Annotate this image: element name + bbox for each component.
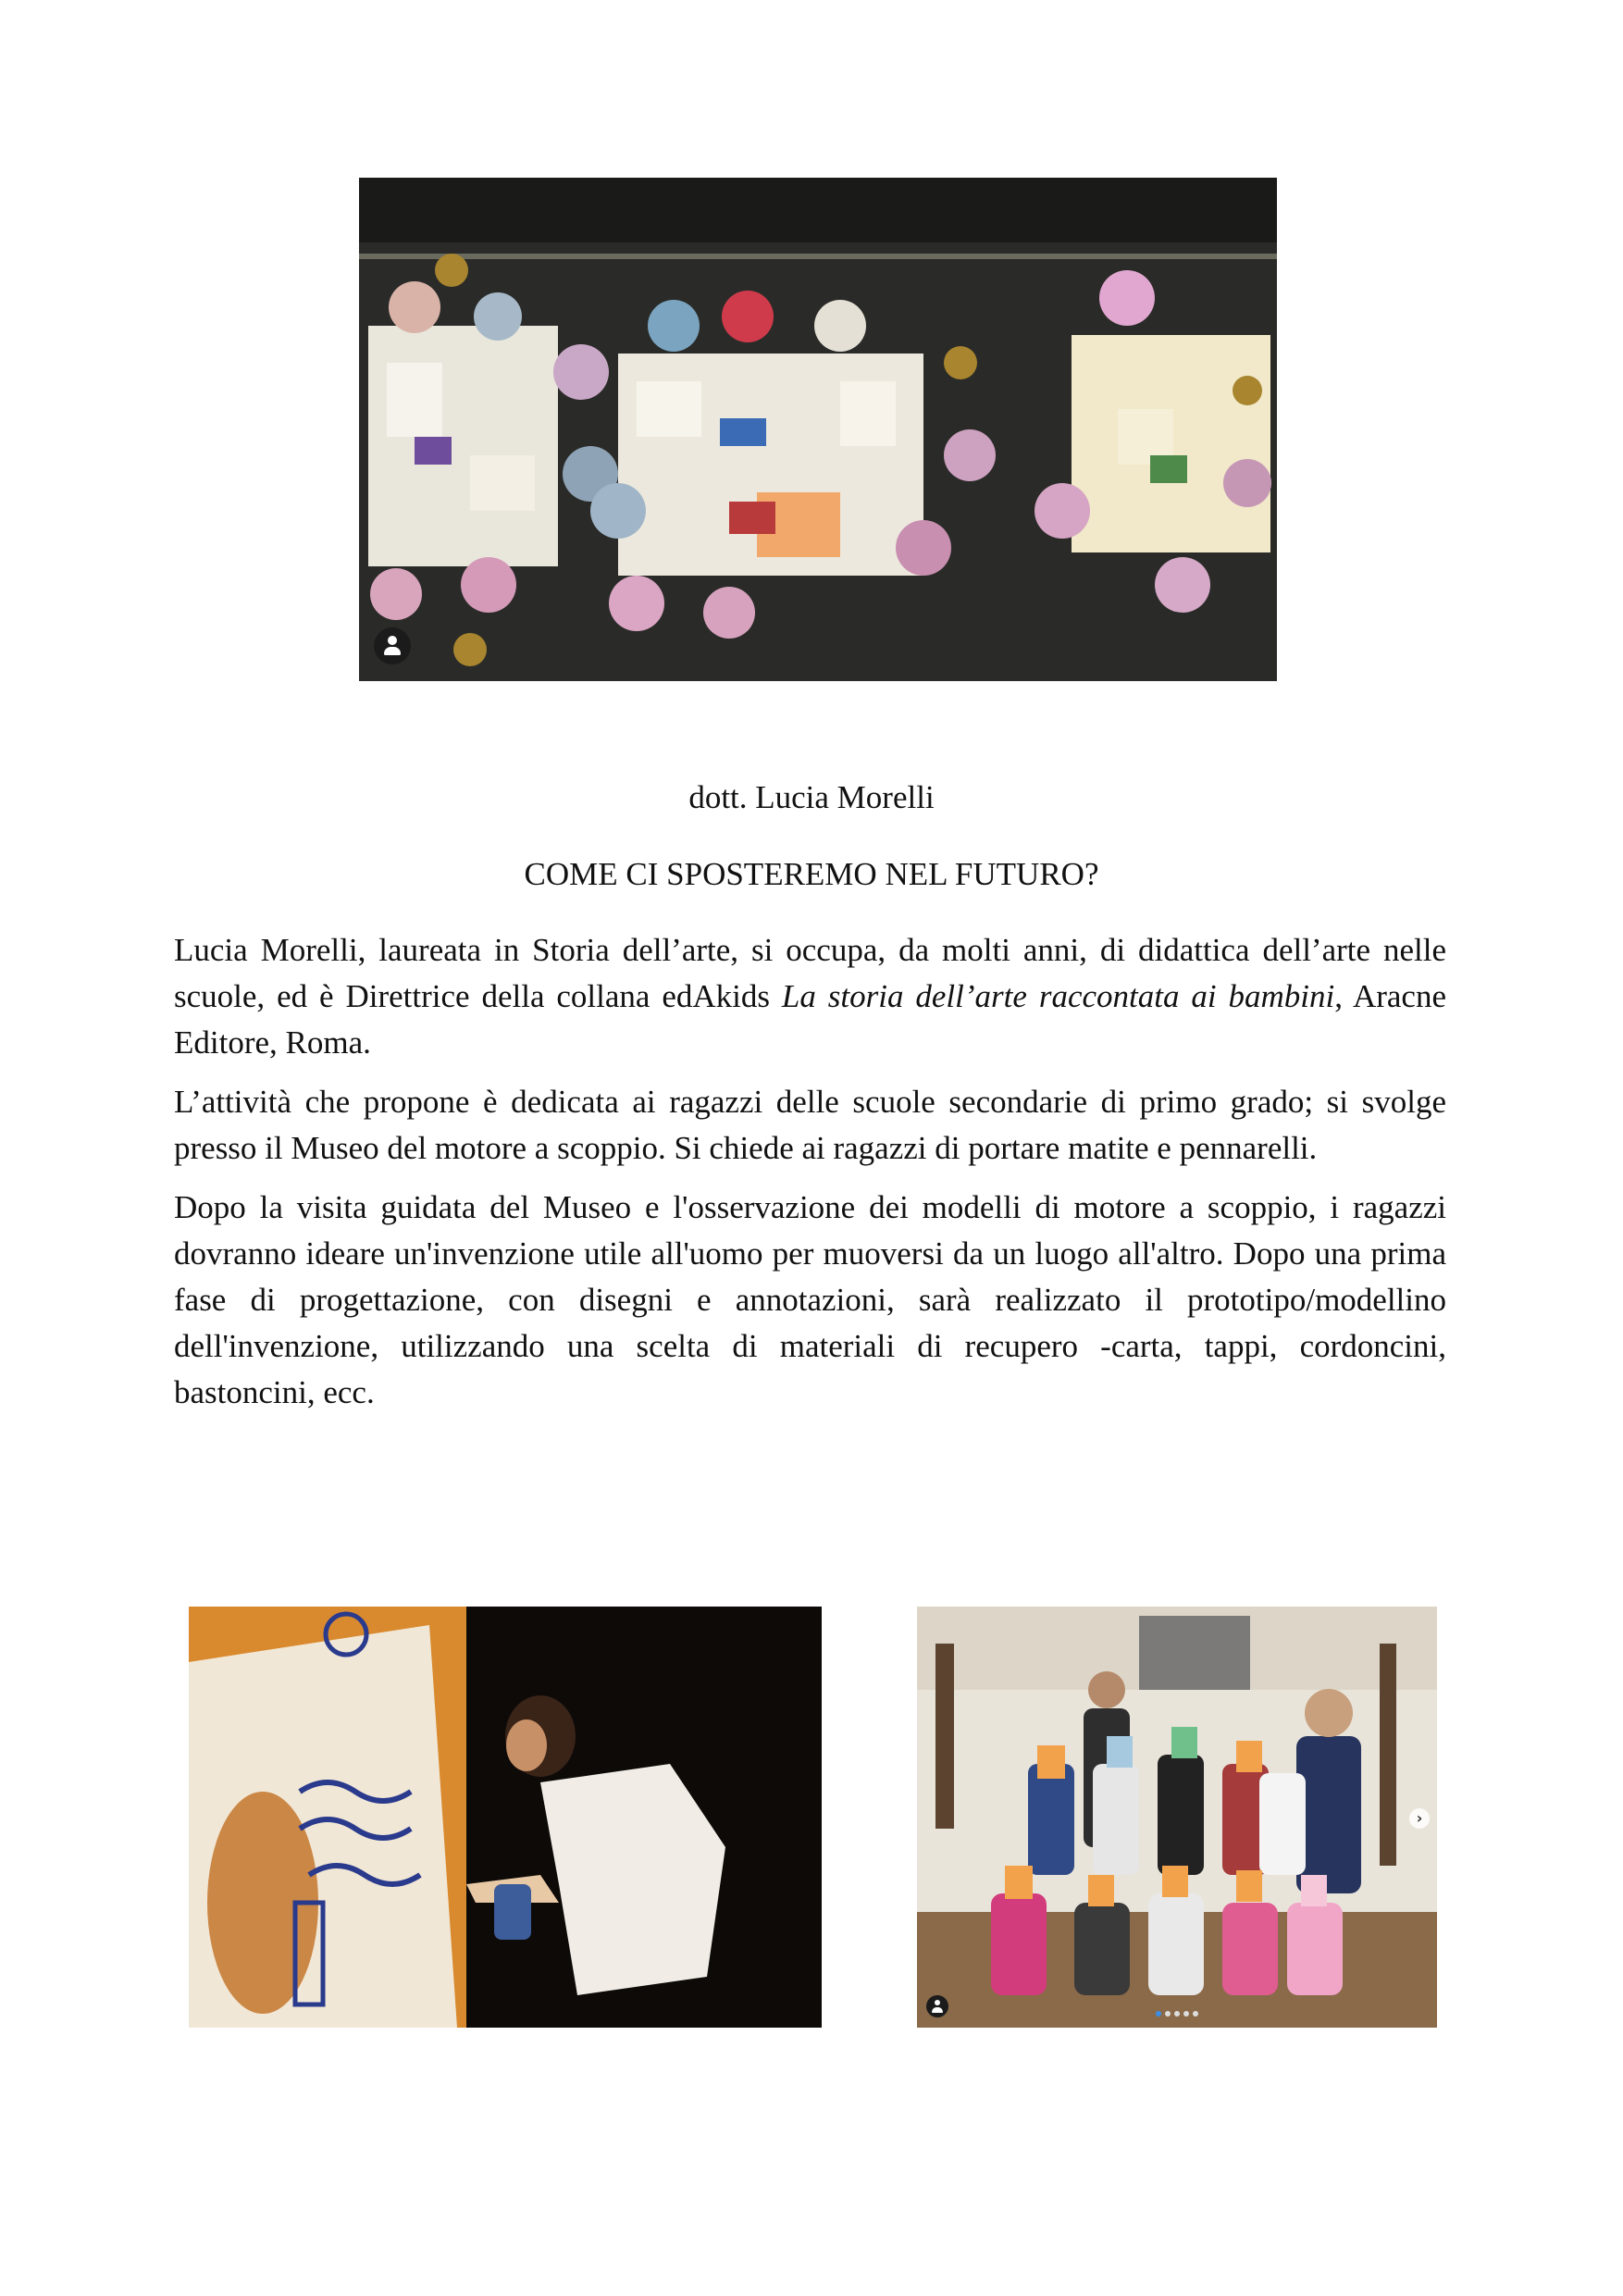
photo-artist-painting	[189, 1607, 822, 2028]
user-icon	[926, 1995, 948, 2017]
body-text	[174, 927, 1446, 1429]
photo-children-group-museum	[917, 1607, 1437, 2028]
paragraph-2: L’attività che propone è dedicata ai ragazzi delle scuole secondarie di primo grado; si svolge presso il Museo del motore a scoppio. Si chiede ai ragazzi di portare matite e pennarelli.	[174, 1084, 1446, 1166]
user-icon	[374, 627, 411, 664]
carousel-dots	[1156, 2010, 1200, 2017]
next-arrow-icon[interactable]: ›	[1409, 1808, 1430, 1829]
author-name: dott. Lucia Morelli	[688, 779, 935, 815]
page-title: COME CI SPOSTEREMO NEL FUTURO?	[524, 856, 1099, 892]
paragraph-3: Dopo la visita guidata del Museo e l'osservazione dei modelli di motore a scoppio, i ragazzi dovranno ideare un'invenzione utile all'uomo per muoversi da un luogo all'altro. Dopo una prima fase di progettazione, con disegni e annotazioni, sarà realizzato il prototipo/modellino dell'invenzione, utilizzando una scelta di materiali di recupero -carta, tappi, cordoncini, bastoncini, ecc.	[174, 1189, 1446, 1410]
photo-children-drawing-overhead	[359, 178, 1277, 681]
paragraph-1: Lucia Morelli, laureata in Storia dell’arte, si occupa, da molti anni, di didattica dell’arte nelle scuole, ed è Direttrice della collana edAkids La storia dell’arte raccontata ai bambini, Aracne Editore, Roma.	[174, 932, 1446, 1061]
series-title: La storia dell’arte raccontata ai bambini	[781, 978, 1335, 1014]
